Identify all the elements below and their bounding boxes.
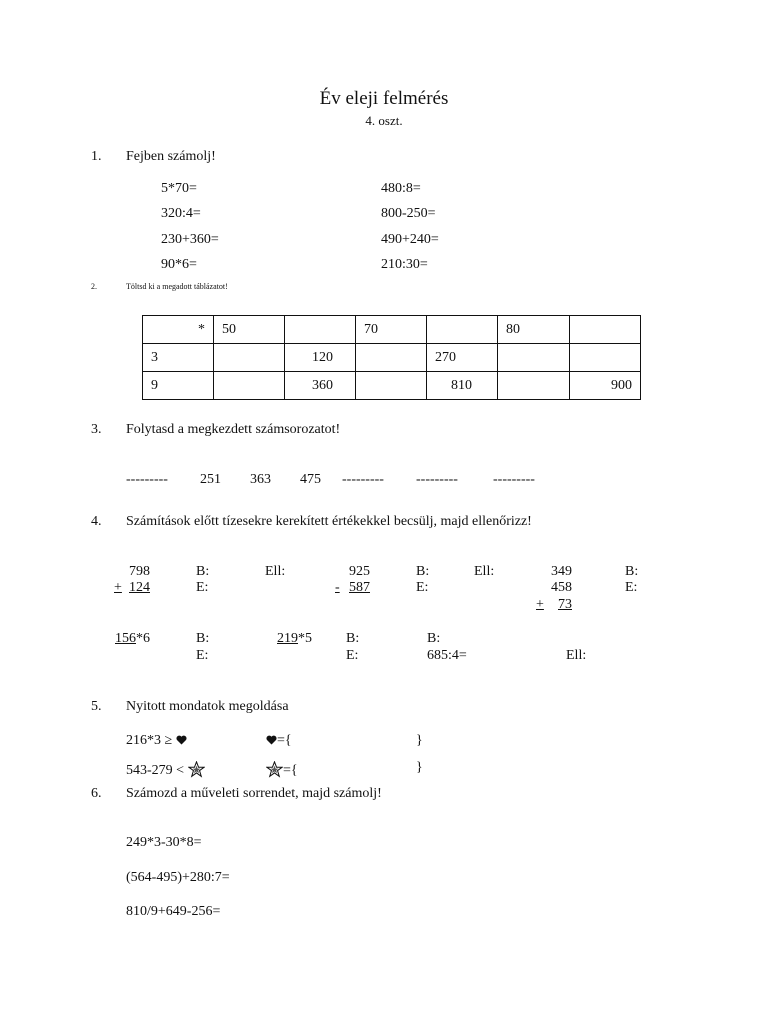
table-cell	[356, 344, 427, 372]
multiplicand: 156	[115, 631, 136, 646]
q1-item: 210:30=	[381, 257, 428, 272]
operator: +	[536, 597, 544, 612]
table-cell: 270	[427, 344, 498, 372]
q5-number: 5.	[91, 699, 102, 714]
division-task: 685:4=	[427, 648, 467, 663]
q1-item: 5*70=	[161, 181, 197, 196]
result-label: E:	[196, 580, 209, 595]
q3-number: 3.	[91, 422, 102, 437]
multiplier: *5	[298, 631, 312, 646]
table-cell: 3	[143, 344, 214, 372]
table-cell: 50	[214, 316, 285, 344]
heart-icon	[266, 735, 277, 745]
q1-item: 490+240=	[381, 232, 439, 247]
table-cell: 360	[285, 372, 356, 400]
solution-set	[266, 761, 298, 778]
table-row	[143, 372, 641, 400]
set-open-brace: ={	[283, 763, 298, 778]
table-cell	[570, 316, 641, 344]
q4-number: 4.	[91, 514, 102, 529]
q1-item: 90*6=	[161, 257, 197, 272]
q5-text: Nyitott mondatok megoldása	[126, 699, 289, 714]
estimate-label: B:	[625, 564, 639, 579]
q6-text: Számozd a műveleti sorrendet, majd számolj!	[126, 786, 382, 801]
q1-item: 800-250=	[381, 206, 436, 221]
expression: 249*3-30*8=	[126, 835, 202, 850]
addend: 349	[551, 564, 572, 579]
inequality: 216*3 ≥	[126, 733, 173, 748]
check-label: Ell:	[474, 564, 495, 579]
table-cell	[570, 344, 641, 372]
set-close-brace: }	[416, 760, 423, 775]
q6-number: 6.	[91, 786, 102, 801]
table-cell	[214, 372, 285, 400]
operator: -	[335, 580, 340, 595]
open-sentence	[126, 761, 205, 778]
table-cell: *	[143, 316, 214, 344]
star-icon	[188, 761, 205, 778]
table-cell	[214, 344, 285, 372]
set-close-brace: }	[416, 733, 423, 748]
table-cell: 9	[143, 372, 214, 400]
solution-set	[266, 734, 292, 748]
table-cell	[498, 372, 570, 400]
sequence-blank: ---------	[342, 472, 384, 487]
estimate-label: B:	[196, 631, 210, 646]
expression: 810/9+649-256=	[126, 904, 221, 919]
table-cell	[427, 316, 498, 344]
check-label: Ell:	[566, 648, 587, 663]
operator: +	[114, 580, 122, 595]
q1-item: 480:8=	[381, 181, 421, 196]
addend: 73	[558, 597, 572, 612]
inequality: 543-279 <	[126, 763, 185, 778]
table-cell: 80	[498, 316, 570, 344]
page-title: Év eleji felmérés	[319, 88, 449, 109]
multiplicand: 219	[277, 631, 298, 646]
check-label: Ell:	[265, 564, 286, 579]
page-subtitle: 4. oszt.	[365, 113, 403, 128]
table-cell	[285, 316, 356, 344]
minuend: 925	[349, 564, 370, 579]
q3-text: Folytasd a megkezdett számsorozatot!	[126, 422, 341, 437]
sequence-value: 363	[250, 472, 271, 487]
sequence-value: 475	[300, 472, 321, 487]
result-label: E:	[196, 648, 209, 663]
open-sentence	[126, 734, 187, 748]
set-open-brace: ={	[277, 733, 292, 748]
table-cell: 900	[570, 372, 641, 400]
result-label: E:	[625, 580, 638, 595]
table-cell: 810	[427, 372, 498, 400]
q2-text: Töltsd ki a megadott táblázatot!	[126, 282, 228, 291]
sequence-blank: ---------	[416, 472, 458, 487]
star-icon	[266, 761, 283, 778]
table-row	[143, 316, 641, 344]
table-cell	[498, 344, 570, 372]
estimate-label: B:	[196, 564, 210, 579]
multiplication-task	[115, 632, 150, 646]
sequence-value: 251	[200, 472, 221, 487]
sequence-blank: ---------	[126, 472, 168, 487]
q1-item: 320:4=	[161, 206, 201, 221]
result-label: E:	[416, 580, 429, 595]
q1-number: 1.	[91, 149, 102, 164]
subtrahend: 587	[349, 580, 370, 595]
multiplier: *6	[136, 631, 150, 646]
heart-icon	[176, 735, 187, 745]
table-cell: 120	[285, 344, 356, 372]
addend: 458	[551, 580, 572, 595]
q2-number: 2.	[91, 282, 97, 291]
q1-text: Fejben számolj!	[126, 149, 216, 164]
addend: 124	[129, 580, 150, 595]
table-cell: 70	[356, 316, 427, 344]
expression: (564-495)+280:7=	[126, 870, 230, 885]
table-cell	[356, 372, 427, 400]
addend: 798	[129, 564, 150, 579]
sequence-blank: ---------	[493, 472, 535, 487]
multiplication-table	[142, 315, 641, 400]
multiplication-task	[277, 632, 312, 646]
estimate-label: B:	[346, 631, 360, 646]
result-label: E:	[346, 648, 359, 663]
table-row	[143, 344, 641, 372]
estimate-label: B:	[427, 631, 441, 646]
q4-text: Számítások előtt tízesekre kerekített értékekkel becsülj, majd ellenőrizz!	[126, 514, 532, 529]
estimate-label: B:	[416, 564, 430, 579]
q1-item: 230+360=	[161, 232, 219, 247]
